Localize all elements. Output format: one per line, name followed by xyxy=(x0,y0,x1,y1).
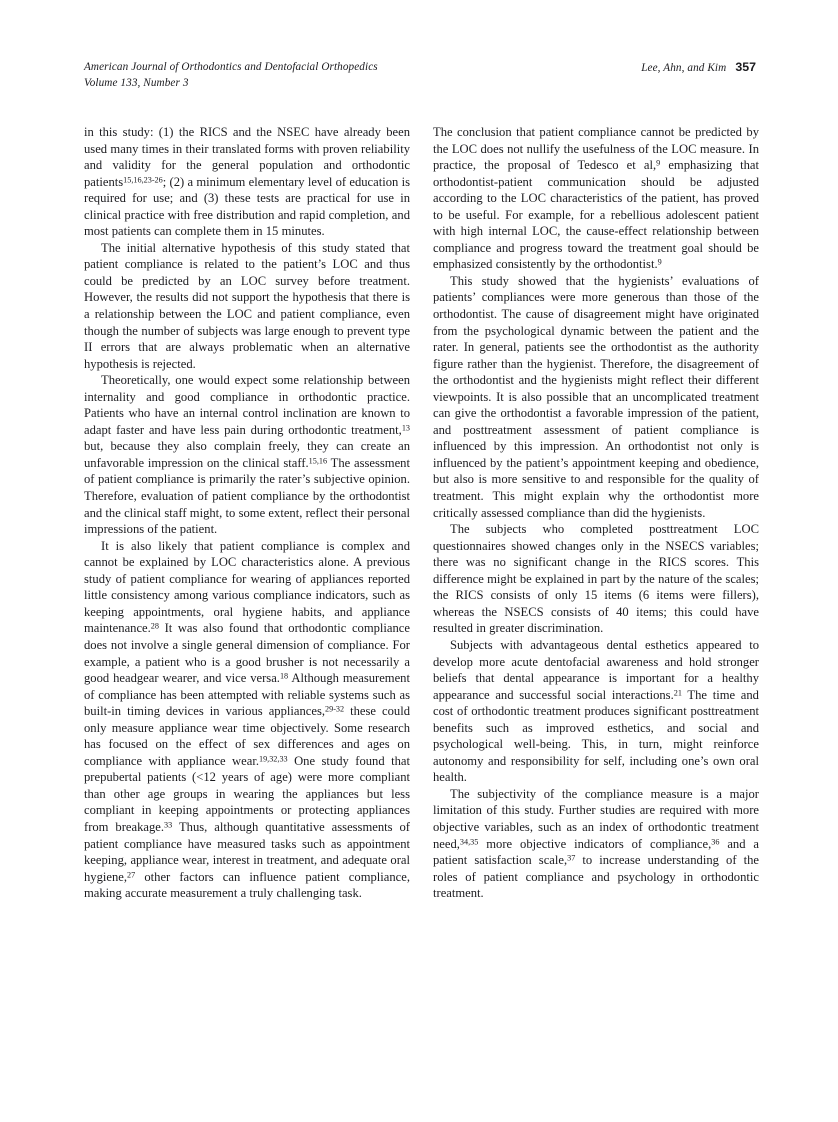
body-text-run: The assessment of patient compliance is primarily the rater’s subjective opinion. Therefore, evaluation of patient compliance by the orthodontist and the clinical staff might, to some extent, reflect their personal impressions of the patient. xyxy=(84,455,410,537)
body-text-run: The subjectivity of the compliance measure is a major limitation of this study. Further studies are required with more objective variables, such as an index of orthodontic treatment need, xyxy=(433,786,759,851)
body-paragraph xyxy=(84,538,410,902)
body-text-run: The time and cost of orthodontic treatment produces significant posttreatment benefits such as improved esthetics, and social and psychological well-being. This, in turn, might reinforce autonomy and responsibility for self, including one’s own oral health. xyxy=(433,687,759,785)
body-paragraph xyxy=(433,124,759,273)
body-text-run: One study found that prepubertal patients (<12 years of age) were more compliant than other age groups in wearing the appliances but less compliant in keeping appointments or protecting appliances from breakage. xyxy=(84,753,410,834)
body-text-run: Theoretically, one would expect some relationship between internality and good compliance in orthodontic practice. Patients who have an internal control inclination are known to adapt faster and have less pain during orthodontic treatment, xyxy=(84,373,410,437)
running-head-right xyxy=(641,60,756,77)
reference-superscript: 21 xyxy=(673,688,682,698)
reference-superscript: 15,16 xyxy=(308,456,328,466)
body-text-run: but, because they also complain freely, they can create an unfavorable impression on the clinical staff. xyxy=(84,439,410,470)
running-head xyxy=(84,60,756,91)
body-columns xyxy=(84,124,759,902)
body-paragraph xyxy=(433,273,759,521)
reference-superscript: 28 xyxy=(150,621,159,631)
body-text-run: to increase understanding of the roles of patient compliance and psychology in orthodontic treatment. xyxy=(433,853,759,901)
reference-superscript: 19,32,33 xyxy=(258,754,288,764)
reference-superscript: 29-32 xyxy=(325,704,345,714)
body-text-run: This study showed that the hygienists’ evaluations of patients’ compliances were more generous than those of the orthodontist. The cause of disagreement might have originated from the psychological dynamic between the patient and the rater. In general, patients see the orthodontist as the authority figure rather than the hygienist. Therefore, the disagreement of the orthodontist and the hygienists might reflect their different viewpoints. It is also possible that an uncomplicated treatment can give the orthodontist a favorable impression of the patient, and posttreatment assessment of patient compliance is influenced by this impression. An orthodontist not only is influenced by the patient’s appointment keeping and obedience, but also is more sensitive to and responsible for the quality of treatment. This might explain why the orthodontist more critically assessed compliance than did the hygienists. xyxy=(433,273,759,520)
right-column xyxy=(433,124,759,902)
body-paragraph xyxy=(433,786,759,902)
volume-issue: Volume 133, Number 3 xyxy=(84,76,189,89)
reference-superscript: 36 xyxy=(711,837,720,847)
body-text-run: more objective indicators of compliance, xyxy=(478,836,712,851)
body-text-run: emphasizing that orthodontist-patient communication should be adjusted according to the LOC characteristics of the patient, has proved to be useful. For example, for a rebellious adolescent patient with high internal LOC, the cause-effect relationship between compliance and progress toward the treatment goal should be emphasized consistently by the orthodontist. xyxy=(433,158,759,272)
body-text-run: The subjects who completed posttreatment LOC questionnaires showed changes only in the NSECS variables; there was no significant change in the RICS scores. This difference might be explained in part by the nature of the scales; the RICS consists of only 15 items (6 items were fillers), whereas the NSECS consists of 40 items; this could have resulted in greater discrimination. xyxy=(433,522,759,636)
body-paragraph xyxy=(433,521,759,637)
body-text-run: It was also found that orthodontic compliance does not involve a single general dimension of compliance. For example, a patient who is a good brusher is not necessarily a good headgear wearer, and vice versa. xyxy=(84,621,410,686)
reference-superscript: 18 xyxy=(279,671,289,681)
body-text-run: The initial alternative hypothesis of this study stated that patient compliance is related to the patient’s LOC and thus could be predicted by an LOC survey before treatment. However, the results did not support the hypothesis that there is a relationship between the LOC and patient compliance, even though the number of subjects was large enough to prevent type II errors that are always problematic when an alternative hypothesis is rejected. xyxy=(84,240,410,371)
author-names: Lee, Ahn, and Kim xyxy=(641,62,727,74)
reference-superscript: 15,16,23-26 xyxy=(123,175,163,185)
page-number: 357 xyxy=(735,60,756,74)
body-text-run: in this study: (1) the RICS and the NSEC have already been used many times in their translated forms with proven reliability and validity for the general population and orthodontic patients xyxy=(84,125,410,189)
body-text-run: Thus, although quantitative assessments of patient compliance have measured tasks such as appointment keeping, appliance wear, interest in treatment, and adequate oral hygiene, xyxy=(84,819,410,884)
body-text-run: The conclusion that patient compliance cannot be predicted by the LOC does not nullify the usefulness of the LOC measure. In practice, the proposal of Tedesco et al, xyxy=(433,125,759,173)
journal-title: American Journal of Orthodontics and Dentofacial Orthopedics xyxy=(84,61,378,73)
body-text-run: Although measurement of compliance has been attempted with reliable systems such as built-in timing devices in various appliances, xyxy=(84,671,410,719)
body-text-run: and a patient satisfaction scale, xyxy=(433,836,759,868)
reference-superscript: 33 xyxy=(164,820,173,830)
body-paragraph xyxy=(84,124,410,240)
body-paragraph xyxy=(84,372,410,537)
body-text-run: other factors can influence patient compliance, making accurate measurement a truly challenging task. xyxy=(84,869,410,901)
left-column xyxy=(84,124,410,902)
reference-superscript: 37 xyxy=(567,853,576,863)
body-paragraph xyxy=(84,240,410,372)
body-text-run: Subjects with advantageous dental esthetics appeared to develop more acute dentofacial awareness and hold stronger beliefs that dental appearance is important for a healthy appearance and successful social interactions. xyxy=(433,637,759,702)
body-text-run: It is also likely that patient compliance is complex and cannot be explained by LOC characteristics alone. A previous study of patient compliance for wearing of appliances reported little consistency among various compliance indicators, such as keeping appointments, oral hygiene habits, and appliance maintenance. xyxy=(84,538,410,636)
body-text-run: these could only measure appliance wear time objectively. Some research has focused on the effect of sex differences and ages on compliance with appliance wear. xyxy=(84,704,411,768)
reference-superscript: 9 xyxy=(657,257,662,267)
reference-superscript: 9 xyxy=(656,158,661,168)
body-paragraph xyxy=(433,637,759,786)
reference-superscript: 27 xyxy=(127,870,136,880)
running-head-left xyxy=(84,60,378,91)
reference-superscript: 13 xyxy=(401,423,410,433)
body-text-run: ; (2) a minimum elementary level of education is required for use; and (3) these tests are practical for use in clinical practice with free distribution and rapid completion, and most patients can complete them in 15 minutes. xyxy=(84,174,410,239)
reference-superscript: 34,35 xyxy=(459,837,479,847)
